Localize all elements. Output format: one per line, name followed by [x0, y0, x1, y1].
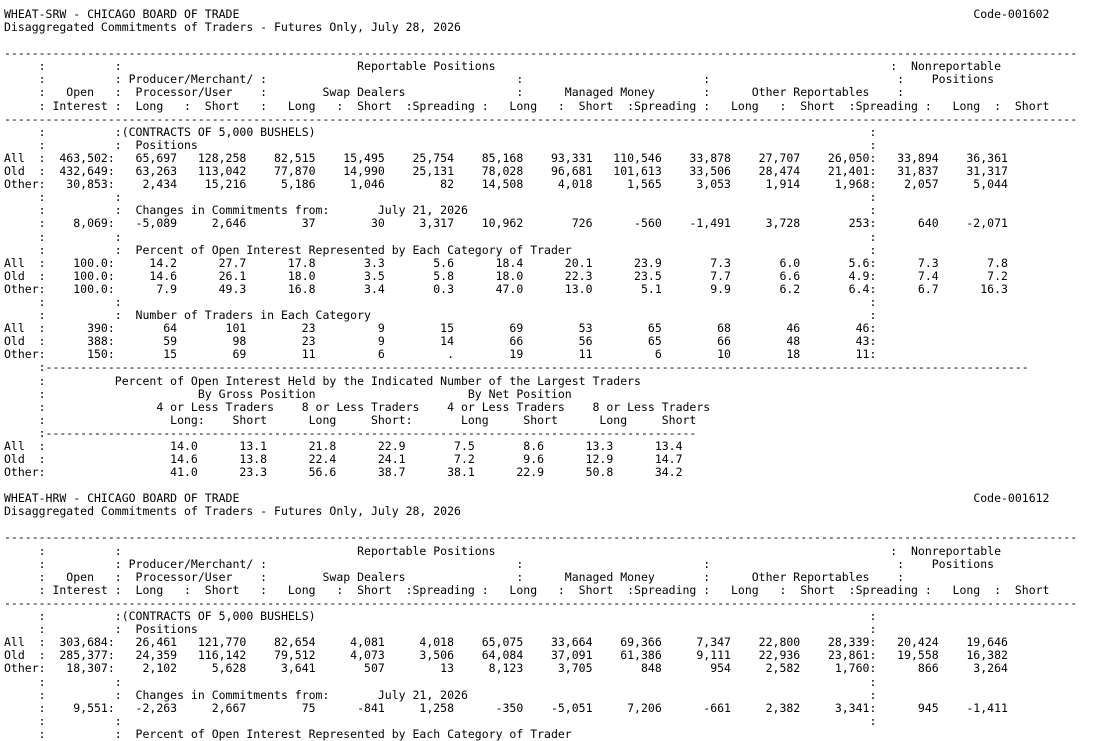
- report-line: : : Reportable Positions : Nonreportable: [4, 59, 1001, 74]
- report-subtitle: Disaggregated Commitments of Traders - Futures Only, July 28, 2026: [4, 504, 461, 519]
- report-line: -----------------------------------------------------------------------------------------------------------------------------------------------------------: [4, 595, 1078, 610]
- report-line: Other: 100.0: 7.9 49.3 16.8 3.4 0.3 47.0 13.0 5.1 9.9 6.2 6.4: 6.7 16.3: [4, 281, 1008, 296]
- report-line: : By Gross Position By Net Position: [4, 386, 572, 401]
- report-line: : 4 or Less Traders 8 or Less Traders 4 or Less Traders 8 or Less Traders: [4, 399, 711, 414]
- report-line: : : :: [4, 229, 877, 244]
- report-line: : Interest : Long : Short : Long : Short :Spreading : Long : Short :Spreading : Long : Short :Spreading : Long : Short: [4, 98, 1050, 113]
- report-line: Other: 41.0 23.3 56.6 38.7 38.1 22.9 50.8 34.2: [4, 465, 683, 480]
- report-line: : :(CONTRACTS OF 5,000 BUSHELS) :: [4, 609, 877, 624]
- report-line: : 9,551: -2,263 2,667 75 -841 1,258 -350 -5,051 7,206 -661 2,382 3,341: 945 -1,411: [4, 700, 1008, 715]
- report-line: : : Changes in Commitments from: July 21, 2026 :: [4, 687, 877, 702]
- report-line: : : :: [4, 190, 877, 205]
- report-line: :----------------------------------------------------------------------------------------------: [4, 425, 697, 440]
- report-line: : : Changes in Commitments from: July 21, 2026 :: [4, 203, 877, 218]
- report-line: : Open : Processor/User : Swap Dealers : Managed Money : Other Reportables :: [4, 569, 905, 584]
- report-line: Other: 30,853: 2,434 15,216 5,186 1,046 82 14,508 4,018 1,565 3,053 1,914 1,968: 2,057 5,044: [4, 177, 1008, 192]
- report-line: : : Producer/Merchant/ : : : : Positions: [4, 72, 995, 87]
- report-line: All : 14.0 13.1 21.8 22.9 7.5 8.6 13.3 13.4: [4, 439, 683, 453]
- cot-report-page: [4, 8, 1096, 741]
- report-line: : : :: [4, 294, 877, 309]
- report-line: : : :: [4, 674, 877, 689]
- report-line: Other: 18,307: 2,102 5,628 3,641 507 13 8,123 3,705 848 954 2,582 1,760: 866 3,264: [4, 661, 1008, 676]
- report-line: : Open : Processor/User : Swap Dealers : Managed Money : Other Reportables :: [4, 85, 905, 100]
- commodity-title: WHEAT-SRW - CHICAGO BOARD OF TRADE: [4, 7, 240, 21]
- report-line: : :(CONTRACTS OF 5,000 BUSHELS) :: [4, 124, 877, 139]
- report-line: Old : 432,649: 63,263 113,042 77,870 14,990 25,131 78,028 96,681 101,613 33,506 28,474 21,401: 31,837 31,317: [4, 164, 1008, 179]
- report-line: :----------------------------------------------------------------------------------------------------------------------------------------------: [4, 360, 1029, 375]
- report-line: All : 390: 64 101 23 9 15 69 53 65 68 46 46:: [4, 321, 877, 336]
- report-line: All : 463,502: 65,697 128,258 82,515 15,495 25,754 85,168 93,331 110,546 33,878 27,707 26,050: 33,894 36,361: [4, 150, 1008, 165]
- report-line: : : Reportable Positions : Nonreportable: [4, 543, 1001, 558]
- report-line: : : Positions :: [4, 622, 877, 637]
- report-line: Old : 285,377: 24,359 116,142 79,512 4,073 3,506 64,084 37,091 61,386 9,111 22,936 23,861: 19,558 16,382: [4, 648, 1008, 663]
- report-line: : : :: [4, 713, 877, 728]
- report-line: : 8,069: -5,089 2,646 37 30 3,317 10,962 726 -560 -1,491 3,728 253: 640 -2,071: [4, 216, 1008, 231]
- report-line: : Interest : Long : Short : Long : Short :Spreading : Long : Short :Spreading : Long : Short :Spreading : Long : Short: [4, 582, 1050, 597]
- report-line: -----------------------------------------------------------------------------------------------------------------------------------------------------------: [4, 530, 1078, 545]
- report-line: Old : 14.6 13.8 22.4 24.1 7.2 9.6 12.9 14.7: [4, 452, 683, 467]
- report-line: -----------------------------------------------------------------------------------------------------------------------------------------------------------: [4, 111, 1078, 126]
- report-line: Other: 150: 15 69 11 6 . 19 11 6 10 18 11:: [4, 347, 877, 362]
- report-line: : : Percent of Open Interest Represented by Each Category of Trader :: [4, 242, 877, 257]
- commodity-code: Code-001612: [973, 491, 1050, 506]
- report-line: Old : 100.0: 14.6 26.1 18.0 3.5 5.8 18.0 22.3 23.5 7.7 6.6 4.9: 7.4 7.2: [4, 268, 1008, 283]
- report-line: : Long: Short Long Short: Long Short Long Short: [4, 412, 697, 427]
- report-line: : : Producer/Merchant/ : : : : Positions: [4, 556, 995, 571]
- report-line: : : Number of Traders in Each Category :: [4, 308, 877, 323]
- report-line: All : 100.0: 14.2 27.7 17.8 3.3 5.6 18.4 20.1 23.9 7.3 6.0 5.6: 7.3 7.8: [4, 255, 1008, 270]
- report-line: -----------------------------------------------------------------------------------------------------------------------------------------------------------: [4, 46, 1078, 61]
- report-line: Old : 388: 59 98 23 9 14 66 56 65 66 48 43:: [4, 334, 877, 349]
- report-line: All : 303,684: 26,461 121,770 82,654 4,081 4,018 65,075 33,664 69,366 7,347 22,800 28,339: 20,424 19,646: [4, 635, 1008, 650]
- report-subtitle: Disaggregated Commitments of Traders - Futures Only, July 28, 2026: [4, 20, 461, 35]
- commodity-title: WHEAT-HRW - CHICAGO BOARD OF TRADE: [4, 491, 240, 506]
- commodity-code: Code-001602: [973, 7, 1050, 21]
- report-line: : : Percent of Open Interest Represented by Each Category of Trader: [4, 726, 572, 741]
- report-line: : Percent of Open Interest Held by the Indicated Number of the Largest Traders: [4, 373, 641, 388]
- report-line: : : Positions :: [4, 137, 877, 152]
